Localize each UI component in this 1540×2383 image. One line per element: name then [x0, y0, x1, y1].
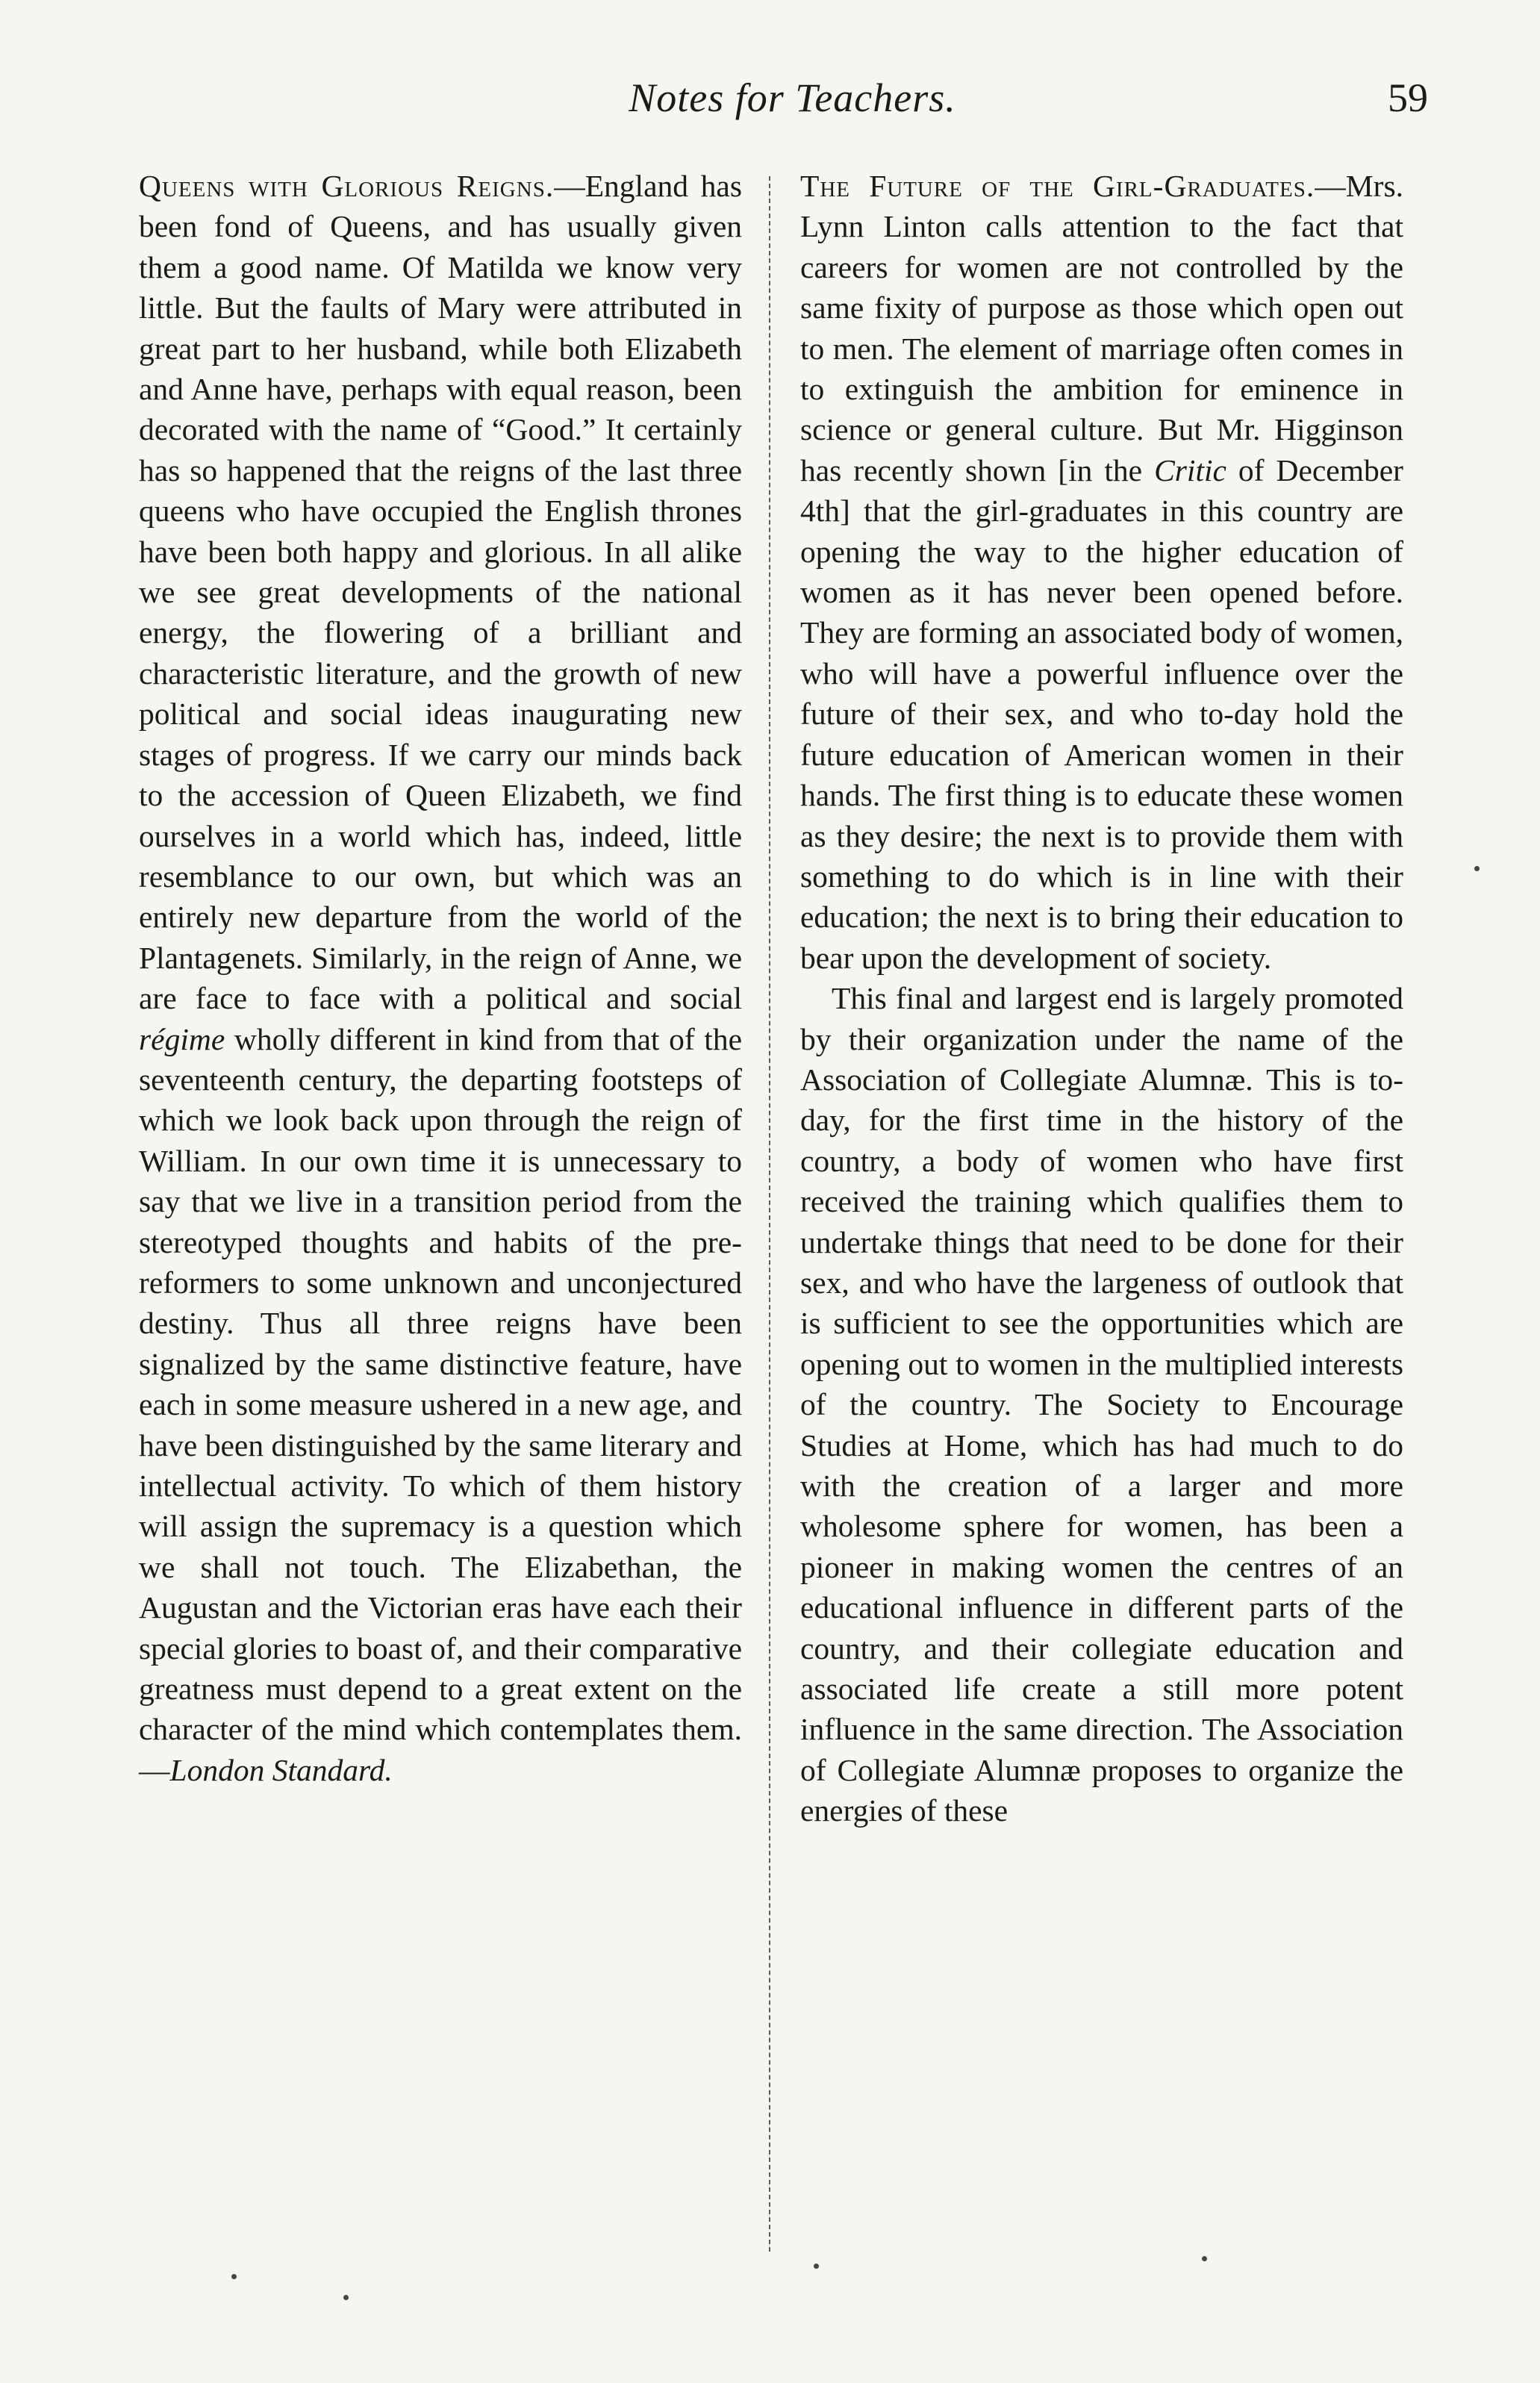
left-column: [139, 166, 742, 1790]
right-column: [800, 166, 1403, 1831]
article-paragraph: This final and largest end is largely promoted by their organization under the name of the Association of Collegiate Alumnæ. This is to-day, for the first time in the history of the country, a body of women who have first received the training which qualifies them to undertake things that need to be done for their sex, and who have the largeness of outlook that is sufficient to see the opportunities which are opening out to women in the multiplied interests of the country. The Society to Encourage Studies at Home, which has had much to do with the creation of a larger and more wholesome sphere for women, has been a pioneer in making women the centres of an educational influence in different parts of the country, and their collegiate education and associated life create a still more potent influence in the same direction. The Association of Collegiate Alumnæ proposes to organize the energies of these: [800, 981, 1403, 1828]
article-heading: Queens with Glorious Reigns.: [139, 169, 555, 203]
page-number: 59: [1388, 75, 1428, 120]
running-title: Notes for Teachers.: [629, 75, 956, 120]
article-heading: The Future of the Girl-Graduates.: [800, 169, 1315, 203]
article-text: —Mrs. Lynn Linton calls attention to the fact that careers for women are not controlled by the same fixity of purpose as those which open out to men. The element of marriage often comes in to extinguish the ambition for eminence in science or general culture. But Mr. Higginson has recently shown [in the: [800, 169, 1403, 487]
article-girl-graduates: [800, 166, 1403, 978]
article-text: wholly different in kind from that of the seventeenth century, the departing footsteps of which we look back upon through the reign of William. In our own time it is unnecessary to say that we live in a transition period from the stereotyped thoughts and habits of the pre-reformers to some unknown and unconjectured destiny. Thus all three reigns have been signalized by the same distinctive feature, have each in some measure ushered in a new age, and have been distinguished by the same literary and intellectual activity. To which of them history will assign the supremacy is a question which we shall not touch. The Elizabethan, the Augustan and the Victorian eras have each their special glories to boast of, and their comparative greatness must depend to a great extent on the character of the mind which contemplates them.—: [139, 1021, 742, 1787]
article-text: —England has been fond of Queens, and has usually given them a good name. Of Matilda we know very little. But the faults of Mary were attributed in great part to her husband, while both Elizabeth and Anne have, perhaps with equal reason, been decorated with the name of “Good.” It certainly has so happened that the reigns of the last three queens who have occupied the English thrones have been both happy and glorious. In all alike we see great developments of the national energy, the flowering of a brilliant and characteristic literature, and the growth of new political and social ideas inaugurating new stages of progress. If we carry our minds back to the accession of Queen Elizabeth, we find ourselves in a world which has, indeed, little resemblance to our own, but which was an entirely new departure from the world of the Plantagenets. Similarly, in the reign of Anne, we are face to face with a political and social: [139, 169, 742, 1016]
foreign-word: régime: [139, 1021, 225, 1056]
article-source: London Standard.: [169, 1752, 393, 1787]
publication-title: Critic: [1154, 452, 1226, 487]
column-divider: [769, 176, 770, 2252]
page-header: [134, 75, 1450, 134]
article-queens: [139, 166, 742, 1790]
article-text: of December 4th] that the girl-graduates in this country are opening the way to the higher education of women as it has never been opened before. They are forming an associated body of women, who will have a powerful influence over the future of their sex, and who to-day hold the future education of American women in their hands. The first thing is to educate these women as they desire; the next is to provide them with something to do which is in line with their education; the next is to bring their education to bear upon the development of society.: [800, 452, 1403, 975]
